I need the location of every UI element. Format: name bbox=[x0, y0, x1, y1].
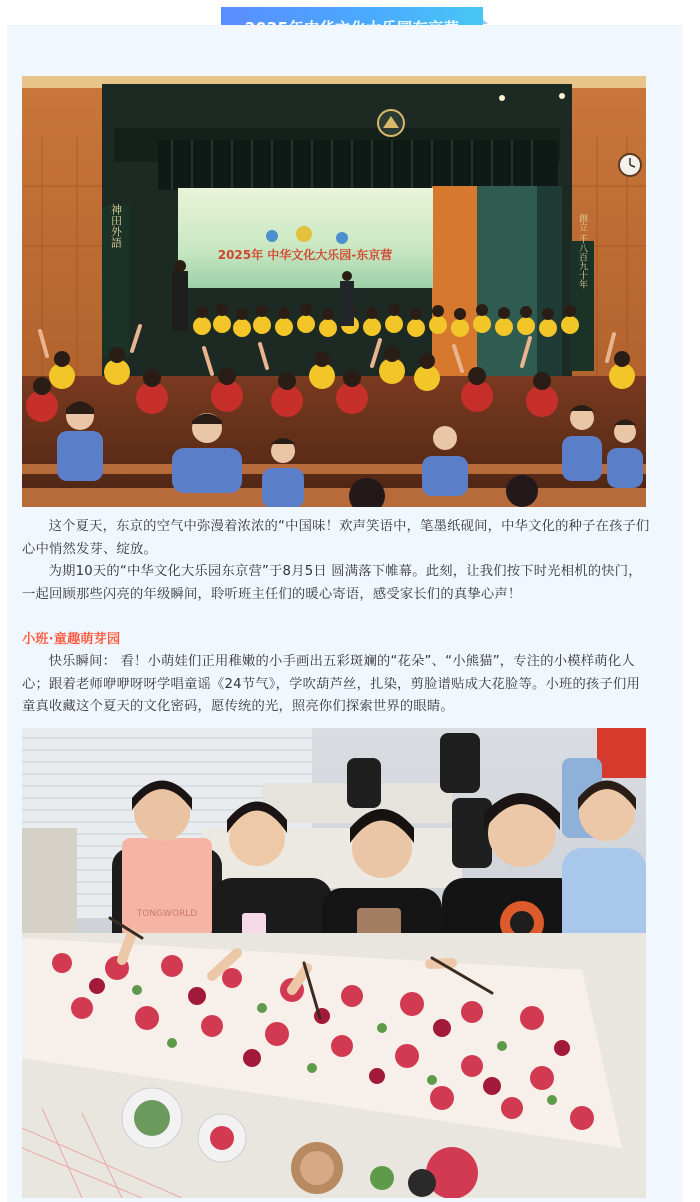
auditorium-group-photo bbox=[22, 76, 646, 507]
apron-text: TONGWORLD bbox=[136, 909, 198, 919]
school-sign-left: 神田外語 bbox=[109, 204, 123, 248]
small-class-paragraph: 快乐瞬间： 看！小萌娃们正用稚嫩的小手画出五彩斑斓的“花朵”、“小熊猫”，专注的小模样萌化人心；跟着老师咿咿呀呀学唱童谣《24节气》，学吹葫芦丝，扎染，剪脸谱贴成大花脸等。小班的孩子们用童真收藏这个夏天的文化密码，愿传统的光，照亮你们探索世界的眼睛。 bbox=[22, 654, 641, 714]
section-heading-small-class: 小班·童趣萌芽园 bbox=[22, 632, 121, 647]
painting-class-photo bbox=[22, 728, 646, 1198]
stage-banner-text: 2025年 中华文化大乐园-东京营 bbox=[217, 248, 393, 262]
school-sign-right: 創立 千八百九十年 bbox=[577, 213, 587, 289]
intro-paragraph-1: 这个夏天，东京的空气中弥漫着浓浓的“中国味！欢声笑语中，笔墨纸砚间，中华文化的种子在孩子们心中悄然发芽、绽放。 bbox=[22, 519, 650, 557]
intro-paragraph-2: 为期10天的“中华文化大乐园东京营”于8月5日 圆满落下帷幕。此刻，让我们按下时光相机的快门，一起回顾那些闪亮的年级瞬间，聆听班主任们的暖心寄语，感受家长们的真挚心声！ bbox=[22, 564, 642, 602]
